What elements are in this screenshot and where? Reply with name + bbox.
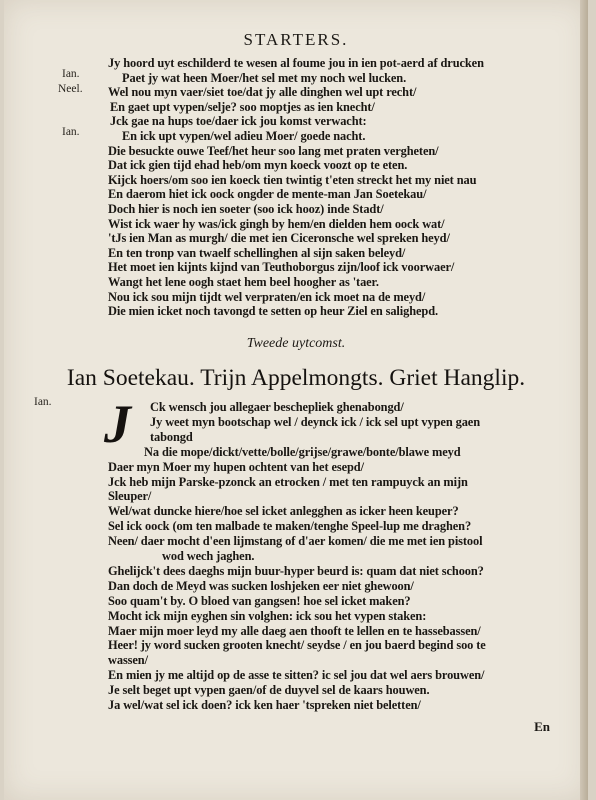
speaker-label: Neel. [58,83,83,95]
speaker-label: Ian. [62,126,80,138]
scene-title: Ian Soetekau. Trijn Appelmongts. Griet Hanglip. [66,365,526,391]
verse-line: 'tJs ien Man as murgh/ die met ien Ciceronsche wel spreken heyd/ [108,231,450,246]
verse-line: En daerom hiet ick oock ongder de mente-man Jan Soetekau/ [108,187,427,202]
verse-line: Het moet ien kijnts kijnd van Teuthoborgus zijn/loof ick voorwaer/ [108,260,455,275]
verse-line: Je selt beget upt vypen gaen/of de duyvel sel de kaars houwen. [108,683,430,698]
verse-line: Ja wel/wat sel ick doen? ick ken haer 'tspreken niet beletten/ [108,698,421,712]
verse-line: Neen/ daer mocht d'een lijmstang of d'aer komen/ die me met ien pistool [108,534,483,549]
verse-line: Mocht ick mijn eyghen sin volghen: ick sou het vypen staken: [108,608,427,623]
verse-line: Nou ick sou mijn tijdt wel verpraten/en ick moet na de meyd/ [108,289,426,304]
drop-cap: J [104,394,131,454]
catchword: En [534,719,550,734]
verse-line: Jy hoord uyt eschilderd te wesen al foume jou in ien pot-aerd af drucken [108,56,484,70]
verse-line: Wangt het lene oogh staet hem beel hoogher as 'taer. [108,275,379,289]
verse-line: Doch hier is noch ien soeter (soo ick hooz) inde Stadt/ [108,202,384,216]
verse-line: Soo quam't by. O bloed van gangsen! hoe sel icket maken? [108,593,411,608]
verse-line: Jy weet myn bootschap wel / deynck ick / ick sel upt vypen gaen [150,414,480,429]
verse-line: Ck wensch jou allegaer beschepliek ghenabongd/ [150,400,404,414]
verse-line: Heer! jy word sucken grooten knecht/ seydse / en jou baerd begind soo te [108,638,486,653]
verse-line: Sleuper/ [108,489,152,504]
verse-line: Jck gae na hups toe/daer ick jou komst verwacht: [110,114,367,129]
verse-line: En ten tronp van twaelf schellinghen al sijn saken beleyd/ [108,245,406,260]
verse-line: En gaet upt vypen/selje? soo moptjes as ien knecht/ [110,99,375,114]
verse-line: Jck heb mijn Parske-pzonck an etrocken / met ten rampuyck an mijn [108,474,468,489]
page-edge [580,0,588,800]
book-page [4,0,588,800]
verse-line: tabongd [150,429,193,444]
verse-line: Paet jy wat heen Moer/het sel met my noch wel lucken. [122,70,407,85]
speaker-label: Ian. [34,396,52,408]
verse-line: Maer mijn moer leyd my alle daeg aen thooft te lellen en te hassebassen/ [108,623,481,638]
verse-line: Dan doch de Meyd was sucken loshjeken eer niet ghewoon/ [108,578,414,593]
verse-line: Sel ick oock (om ten malbade te maken/tenghe Speel-lup me draghen? [108,519,472,534]
verse-line: Die besuckte ouwe Teef/het heur soo lang met praten vergheten/ [108,143,439,158]
verse-line: Wist ick waer hy was/ick gingh by hem/en dielden hem oock wat/ [108,216,445,231]
verse-line: Wel/wat duncke hiere/hoe sel icket anlegghen as icker heen keuper? [108,504,459,519]
verse-line: Wel nou myn vaer/siet toe/dat jy alle dinghen wel upt recht/ [108,85,417,100]
verse-line: wassen/ [108,653,148,668]
verse-line: En mien jy me altijd op de asse te sitten? ic sel jou dat wel aers brouwen/ [108,668,485,683]
verse-line: Ghelijck't dees daeghs mijn buur-hyper beurd is: quam dat niet schoon? [108,563,484,578]
verse-line: Na die mope/dickt/vette/bolle/grijse/grawe/bonte/blawe meyd [144,444,461,459]
running-header: STARTERS. [243,30,349,49]
subheading: Tweede uytcomst. [246,336,346,351]
verse-line: En ick upt vypen/wel adieu Moer/ goede nacht. [122,129,366,143]
verse-line: Die mien icket noch tavongd te setten op heur Ziel en salighepd. [108,304,438,319]
verse-line: Daer myn Moer my hupen ochtent van het esepd/ [108,459,364,474]
verse-line: Kijck hoers/om soo ien koeck tien twintig t'eten streckt het my niet nau [108,172,477,187]
verse-line: wod wech jaghen. [162,549,255,563]
verse-line: Dat ick gien tijd ehad heb/om myn koeck voozt op te eten. [108,158,408,173]
speaker-label: Ian. [62,68,80,80]
